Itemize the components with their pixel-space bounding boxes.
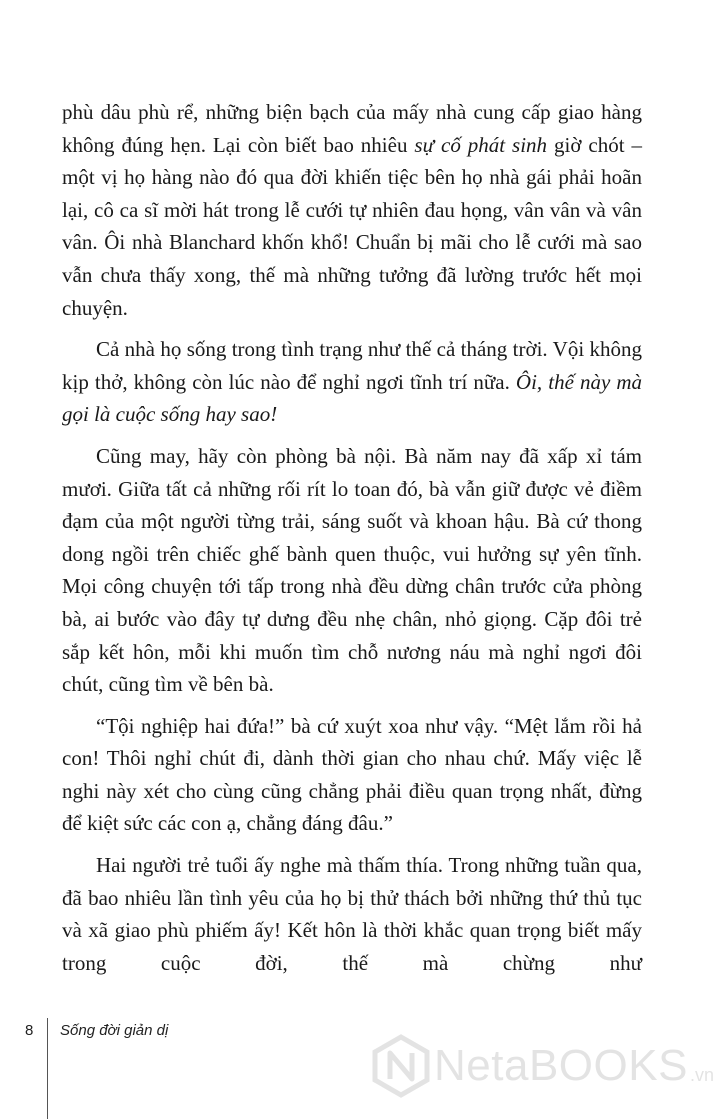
- paragraph-2-segment-1: Cả nhà họ sống trong tình trạng như thế cả tháng trời. Vội không kịp thở, không còn lúc nào để nghỉ ngơi tĩnh trí nữa.: [62, 337, 642, 394]
- paragraph-5: [62, 849, 642, 979]
- paragraph-1-segment-3: giờ chót – một vị họ hàng nào đó qua đời khiến tiệc bên họ nhà gái phải hoãn lại, cô ca sĩ mời hát trong lễ cưới tự nhiên đau họng, vân vân và vân vân. Ôi nhà Blanchard khốn khổ! Chuẩn bị mãi cho lễ cưới mà sao vẫn chưa thấy xong, thế mà những tưởng đã lường trước hết mọi chuyện.: [62, 132, 642, 320]
- watermark: [372, 1030, 714, 1102]
- watermark-brand: NetaBOOKS: [434, 1041, 688, 1090]
- paragraph-2: [62, 333, 642, 431]
- paragraph-4-text: “Tội nghiệp hai đứa!” bà cứ xuýt xoa như vậy. “Mệt lắm rồi hả con! Thôi nghỉ chút đi, dành thời gian cho nhau chứ. Mấy việc lễ nghi này xét cho cùng cũng chẳng phải điều quan trọng nhất, đừng để kiệt sức các con ạ, chẳng đáng đâu.”: [62, 713, 642, 836]
- watermark-suffix: .vn: [689, 1065, 714, 1085]
- paragraph-3: [62, 440, 642, 701]
- page-footer: [0, 1018, 714, 1119]
- netabooks-logo-icon: [372, 1035, 430, 1097]
- paragraph-1-segment-1: phù dâu phù rể, những biện bạch của mấy nhà cung cấp giao hàng không đúng hẹn. Lại còn biết bao nhiêu: [62, 100, 642, 157]
- footer-divider: [47, 1018, 48, 1119]
- paragraph-1-italic-phrase: sự cố phát sinh: [414, 132, 548, 157]
- paragraph-5-text: Hai người trẻ tuổi ấy nghe mà thấm thía. Trong những tuần qua, đã bao nhiêu lần tình yêu của họ bị thử thách bởi những thứ thủ tục và xã giao phù phiếm ấy! Kết hôn là thời khắc quan trọng biết mấy trong cuộc đời, thế mà chừng như: [62, 853, 642, 975]
- page-body-text: [62, 96, 642, 988]
- paragraph-4: [62, 710, 642, 840]
- paragraph-3-text: Cũng may, hãy còn phòng bà nội. Bà năm nay đã xấp xỉ tám mươi. Giữa tất cả những rối rít lo toan đó, bà vẫn giữ được vẻ điềm đạm của một người từng trải, sáng suốt và khoan hậu. Bà cứ thong dong ngồi trên chiếc ghế bành quen thuộc, vui hưởng sự yên tĩnh. Mọi công chuyện tới tấp trong nhà đều dừng chân trước cửa phòng bà, ai bước vào đây tự dưng đều nhẹ chân, nhỏ giọng. Cặp đôi trẻ sắp kết hôn, mỗi khi muốn tìm chỗ nương náu mà nghỉ ngơi đôi chút, cũng tìm về bên bà.: [62, 443, 642, 697]
- paragraph-2-italic-phrase: Ôi, thế này mà gọi là cuộc sống hay sao!: [62, 369, 642, 427]
- page-number: 8: [25, 1022, 34, 1039]
- running-book-title: Sống đời giản dị: [60, 1022, 169, 1039]
- paragraph-1: [62, 96, 642, 324]
